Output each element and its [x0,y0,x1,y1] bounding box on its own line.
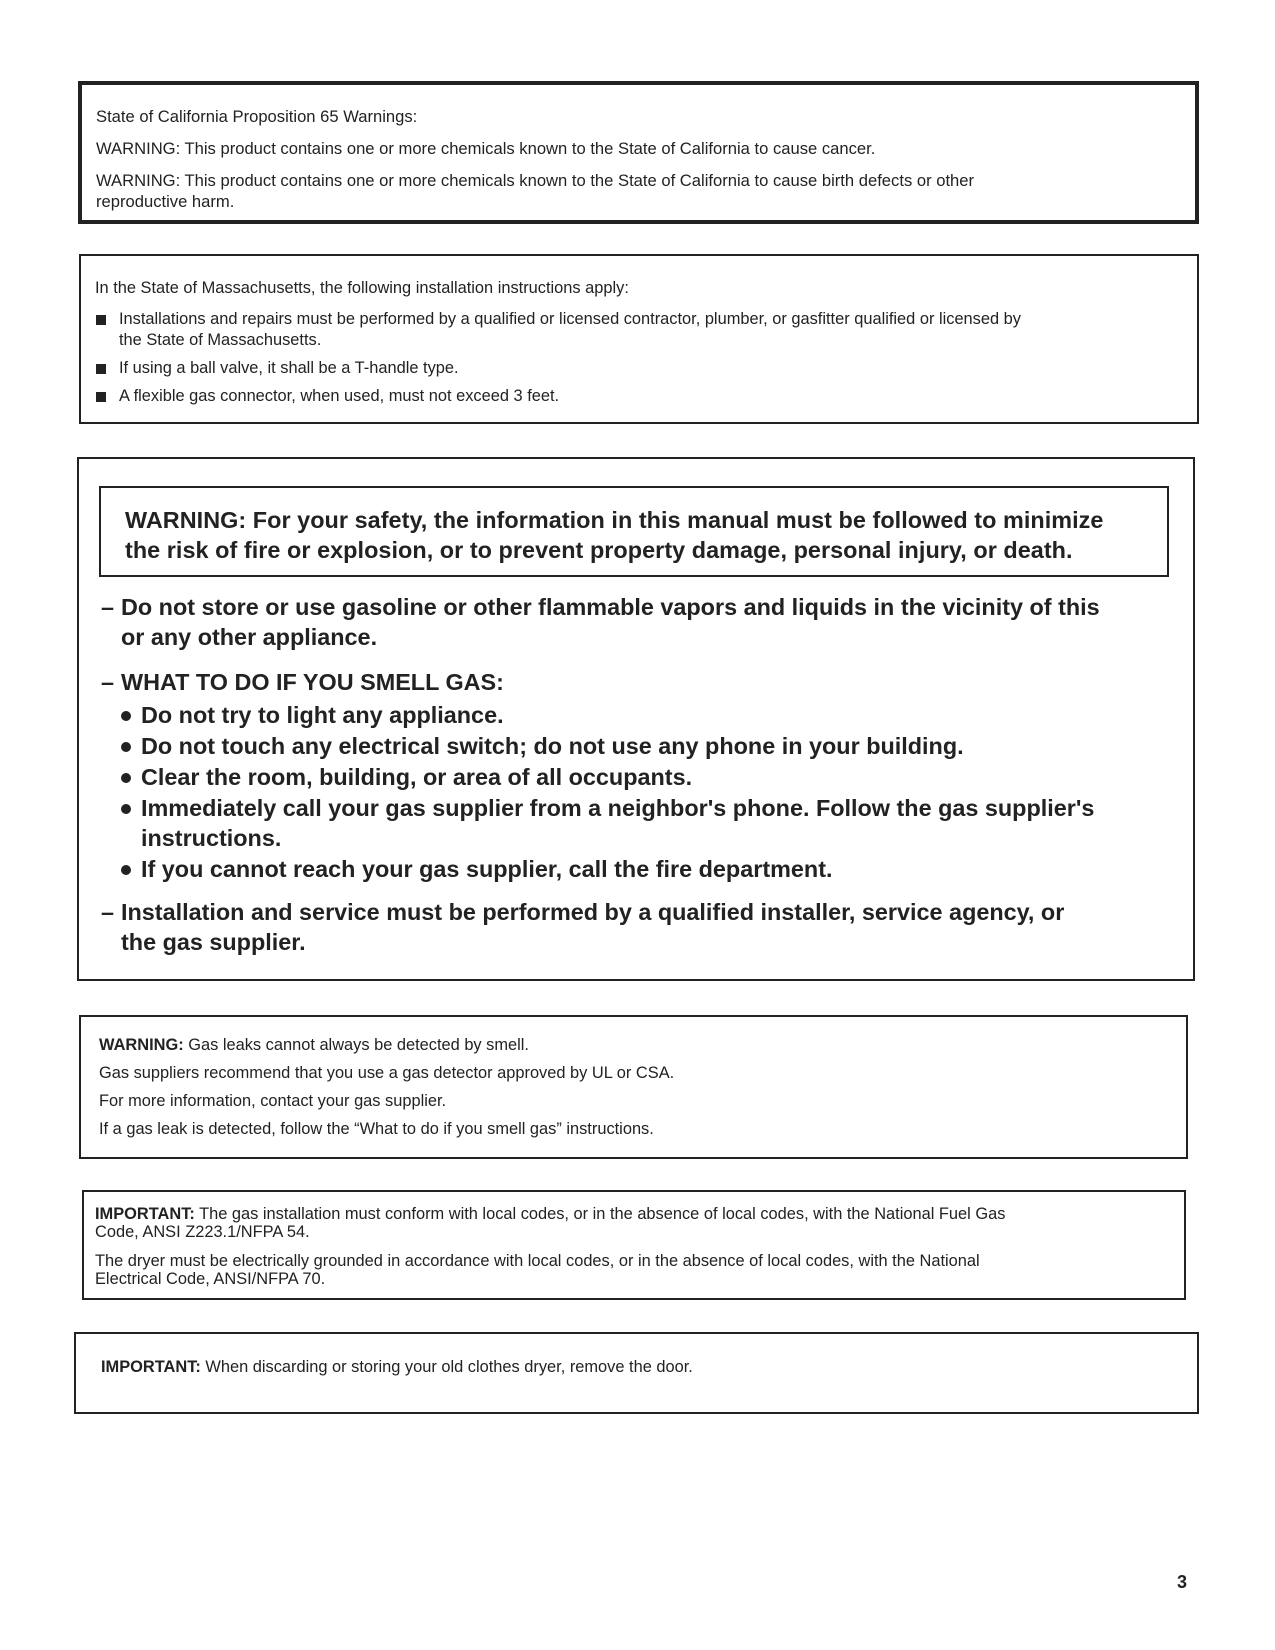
prop65-warning-box [78,81,1199,224]
codes-p1-line1: The gas installation must conform with local codes, or in the absence of local codes, with the National Fuel Gas [194,1205,1006,1223]
smell-gas-steps [121,700,1181,884]
safety-warning-header [99,486,1169,577]
dash-marker: – [101,899,115,925]
safety-warning-header-line2: the risk of fire or explosion, or to prevent property damage, personal injury, or death. [125,537,1073,563]
electrical-grounding-paragraph [95,1252,1173,1288]
instruction-qualified-installer [101,897,1181,957]
list-item-text: Do not touch any electrical switch; do not use any phone in your building. [141,733,964,759]
codes-p1-line2: Code, ANSI Z223.1/NFPA 54. [95,1223,310,1241]
gas-leak-line4: If a gas leak is detected, follow the “What to do if you smell gas” instructions. [99,1120,654,1138]
square-bullet-icon [96,315,106,325]
round-bullet-icon [121,742,131,752]
instruction-line1: Do not store or use gasoline or other flammable vapors and liquids in the vicinity of this [121,594,1100,620]
list-item [95,358,1183,379]
codes-p2-line1: The dryer must be electrically grounded in accordance with local codes, or in the absence of local codes, with the National [95,1252,980,1270]
discard-text-body: When discarding or storing your old clothes dryer, remove the door. [200,1358,693,1376]
list-item [95,309,1183,351]
list-item-text: A flexible gas connector, when used, must not exceed 3 feet. [119,387,560,405]
square-bullet-icon [96,392,106,402]
gas-installation-code-paragraph [95,1205,1173,1241]
square-bullet-icon [96,364,106,374]
list-item-text: Clear the room, building, or area of all occupants. [141,764,693,790]
list-item [95,386,1183,407]
gas-leak-line3: For more information, contact your gas supplier. [99,1092,447,1110]
instruction-line2: the gas supplier. [121,929,306,955]
warning-label: WARNING: [99,1036,184,1054]
important-label: IMPORTANT: [95,1205,195,1223]
massachusetts-instructions-box [79,254,1199,424]
round-bullet-icon [121,711,131,721]
instruction-heading-text: WHAT TO DO IF YOU SMELL GAS: [121,669,504,695]
dash-marker: – [101,594,115,620]
discard-text [101,1357,1172,1378]
round-bullet-icon [121,804,131,814]
prop65-birth-warning [96,170,1181,212]
prop65-birth-warning-line2: reproductive harm. [96,192,235,211]
list-item-text: If you cannot reach your gas supplier, call the fire department. [141,856,833,882]
list-item-line2: instructions. [141,825,282,851]
gas-leak-line2: Gas suppliers recommend that you use a gas detector approved by UL or CSA. [99,1064,675,1082]
round-bullet-icon [121,865,131,875]
safety-instruction-list [101,592,1181,957]
prop65-cancer-warning: WARNING: This product contains one or more chemicals known to the State of California to cause cancer. [96,139,876,158]
list-item [121,762,1181,792]
important-label: IMPORTANT: [101,1358,201,1376]
list-item [121,731,1181,761]
discard-dryer-box [74,1332,1199,1414]
massachusetts-intro: In the State of Massachusetts, the following installation instructions apply: [95,279,629,297]
instruction-line2: or any other appliance. [121,624,378,650]
gas-leak-warning-box [79,1015,1188,1159]
list-item-text: Do not try to light any appliance. [141,702,504,728]
instruction-smell-gas-heading [101,667,1181,697]
prop65-birth-warning-line1: WARNING: This product contains one or more chemicals known to the State of California to cause birth defects or other [96,171,975,190]
list-item [121,700,1181,730]
page-number: 3 [1177,1572,1188,1592]
safety-warning-header-line1: WARNING: For your safety, the information in this manual must be followed to minimize [125,507,1104,533]
list-item [121,793,1181,853]
instruction-flammable-storage [101,592,1181,652]
installation-codes-box [82,1190,1186,1300]
prop65-title: State of California Proposition 65 Warnings: [96,107,418,126]
list-item-line1: Installations and repairs must be performed by a qualified or licensed contractor, plumber, or gasfitter qualified or licensed by [119,310,1021,328]
list-item-line1: Immediately call your gas supplier from a neighbor's phone. Follow the gas supplier's [141,795,1095,821]
instruction-line1: Installation and service must be performed by a qualified installer, service agency, or [121,899,1065,925]
round-bullet-icon [121,773,131,783]
gas-safety-warning-box [77,457,1195,981]
gas-leak-line1 [99,1035,1168,1056]
list-item-text: If using a ball valve, it shall be a T-handle type. [119,359,459,377]
list-item-line2: the State of Massachusetts. [119,331,322,349]
codes-p2-line2: Electrical Code, ANSI/NFPA 70. [95,1270,326,1288]
gas-leak-line1-text: Gas leaks cannot always be detected by smell. [183,1036,529,1054]
list-item [121,854,1181,884]
dash-marker: – [101,669,115,695]
massachusetts-list [95,309,1183,407]
